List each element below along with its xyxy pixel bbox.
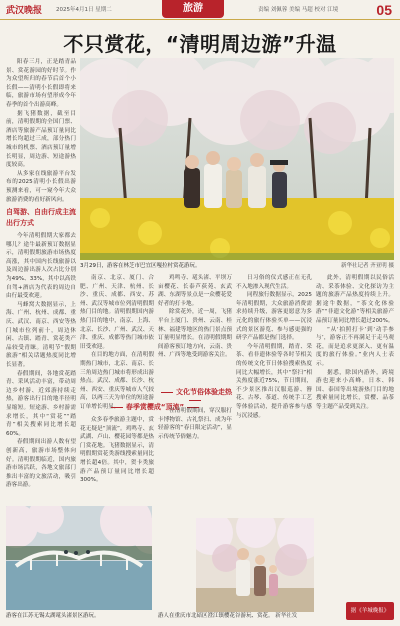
- paragraph: 据悉，除国内游外，跨境游也迎来小高峰。日本、韩国、泰国等出境游热门目的地搜索量同比增长，赏樱、品茶等主题产品受到关注。: [316, 369, 394, 410]
- article-column-5: [316, 274, 394, 614]
- subheading: 文化节俗体验走热: [158, 388, 232, 405]
- bottom-right-caption: [158, 612, 314, 620]
- paragraph: 此外，清明假期以民俗活动、采茶体验、文化探访为主题的旅游产品热度持续上升。据途牛数据，“茶文化体验游”“非遗文化游”等相关旅游产品预订量同比增长超过200%。: [316, 275, 394, 324]
- paragraph: 同程旅行数据显示，2025年清明假期，大众旅游消费需求持续升级，游客更愿意为多元化的旅行体验买单——沉浸式的景区游览、参与感更强的研学产品都是热门选择。: [236, 292, 312, 342]
- photo-credit: 新华社记者 齐亚明 摄: [341, 263, 394, 269]
- caption-text: 游客在江苏无锡太湖鼋头渚景区游玩。: [6, 613, 100, 619]
- page-header: [0, 0, 400, 20]
- paragraph: 从多家在线旅游平台发布的2025清明小长假出游预测来看，可一窥今年大众旅游消费的看好新风向。: [6, 170, 76, 203]
- page-number: 05: [376, 2, 392, 18]
- paragraph: 马蜂窝大数据显示，上海、广州、杭州、成都、重庆、武汉、南京、西安等热门城市位列前十，周边休闲、古镇、踏青、赏花类产品较受青睐。清明节“假期旅游”相关话题热度同比增长显著。: [6, 301, 76, 368]
- caption-text: 3月29日，游客在林芝市巴宜区嘎拉村赏花游玩。: [80, 263, 201, 269]
- paragraph: 春假期间，各地赏花踏青、采风活动丰富，带动周边乡村游、近郊游持续走热，游客出行目的地半径明显缩短。短途游、乡村游需求增长，其中“赏花”“踏青”相关搜索同比增长超60%。: [6, 370, 76, 437]
- paragraph: 在清明假期间，穿汉服打卡博物馆、古礼祭扫、成为年轻游客的“春日限定活动”，显示传统节俗魅力。: [158, 408, 232, 440]
- article-column-2-cont: [80, 416, 154, 506]
- article-column-1: [6, 58, 76, 503]
- caption-text: 游人在重庆市北碚区澄江镇樱花谷游玩、赏花。: [158, 613, 274, 619]
- paragraph: 在目的地方面，在清明假期热门城市，北京、南京、长三角周边热门城市将形成出游热点。武汉、成都、长沙、杭州、西安、重庆等城市人气较高，以两三天为单位的短途游订单增长明显。: [80, 352, 154, 410]
- paragraph: 阳春三月，正是踏青品景、赏花游园的好时节。作为众望所归的春节后首个小长假——清明小长假即将来临，旅游市场有望形成今年春季的首个出游高峰。: [6, 59, 76, 108]
- subheading: 春季赏樱成“顶流”: [100, 402, 210, 412]
- paragraph: 今年清明假期，踏青、采茶、看非遗体验等各时节相关的传统文化节日体验搜索热度同比大幅增长，其中“祭扫”相关热度涨近75%，节日期间，不少景区推出汉服巡游、簪花、古琴、茶道、传统手工艺等体验活动，提升游客参与感与沉浸感。: [236, 343, 312, 419]
- paragraph: 春假期间出游人数有望创新高，旅游市场整体向好。清明假期临近，国内旅游市场活跃，各地文旅部门推出丰富的文旅活动，吸引游客出游。: [6, 439, 76, 489]
- bottom-right-photo: [196, 518, 314, 612]
- bottom-left-caption: [6, 612, 156, 620]
- article-column-3-lower: [158, 388, 232, 506]
- paragraph: 南京、北京、厦门、合肥、广州、天津、杭州、长沙、重庆、成都、西安、苏州、武汉等城市位列清明假期热门目的地。清明假期国内游热门目的地中，南京、上海、北京、长沙、广州、武汉、天津、重庆、成都等热门城市依旧受欢迎。: [80, 275, 154, 350]
- paragraph: 除赏花外，近一周，飞猪平台上厦门、贵州、云南、桂林、福建等地区的热门景点预订量明显增长。在清明假期期间游客预订地方向，云南、贵州、广西等地受到游客关注。: [158, 309, 232, 359]
- masthead-logo: 武汉晚报: [6, 6, 43, 16]
- paragraph: “从‘拍照打卡’到‘动手参与’，游客正不再满足于走马观花，而是追求更深入、更有温度的旅行体验。”业内人士表示。: [316, 326, 394, 367]
- editor-credits: 责编 刘佩蓉 美编 马超 校对 江境: [258, 7, 339, 13]
- bottom-left-photo: [6, 506, 152, 610]
- paragraph: 鸡鸣寺、鼋头渚、平坝万亩樱花、长泰芦荻苑、玄武湖、东湖等景点是一众樱花爱好者的打卡地。: [158, 275, 232, 307]
- source-badge: 据《羊城晚报》: [346, 602, 394, 620]
- main-photo: [80, 58, 394, 260]
- photo-credit: 新华社发: [275, 613, 298, 619]
- subheading: 自驾游、自由行成主流出行方式: [6, 208, 76, 228]
- article-headline: 不只赏花，“清明周边游”升温: [63, 32, 337, 56]
- paragraph: 日习俗的仪式感正在无孔不入地渗入现代生活。: [236, 275, 312, 290]
- paragraph: 今年清明假期大家都去哪儿？途牛最新预订数据显示，清明假期旅游市场热度高涨，其中国内长线旅游以及周边游出游人次占比分别为49%、33%，其中以高铁自驾+酒店为代表的周边自由行最受欢迎。: [6, 233, 76, 300]
- section-tab: 旅游: [162, 0, 224, 18]
- article-column-4: [236, 274, 312, 506]
- paragraph: 据飞猪数据，截至目前，清明假期的全国门票、酒店等旅游产品预订量同比增长均超过三成，部分热门城市的机票、酒店预订量增长明显，周边游、短途游热度较高。: [6, 110, 76, 169]
- issue-date: 2025年4月1日 星期二: [56, 7, 112, 13]
- paragraph: 众多春季旅游主题中，赏花无疑是“顶流”。鸡鸣寺、玄武湖、卢山、樱花园等都是热门赏花地。飞猪数据显示，清明假期赏花类游线搜索量同比增长超4倍。其中，贺卡类旅游产品预订量同比增长超300%。: [80, 417, 154, 484]
- main-photo-caption: [80, 262, 394, 270]
